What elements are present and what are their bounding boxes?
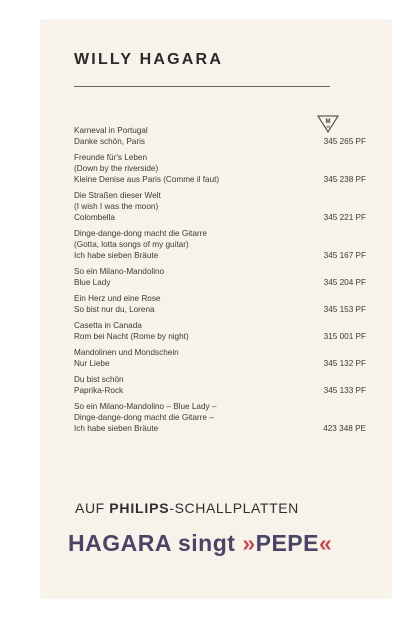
headline-name: HAGARA singt — [68, 530, 243, 556]
song-titles — [74, 320, 294, 342]
song-title: Ich habe sieben Bräute — [74, 251, 159, 260]
song-title: Colombella — [74, 213, 115, 222]
song-title: Ich habe sieben Bräute — [74, 424, 159, 433]
catalog-number: 345 265 PF — [323, 137, 366, 146]
catalog-number: 345 167 PF — [323, 251, 366, 260]
song-title: (I wish I was the moon) — [74, 202, 159, 211]
logo-number: 45 — [325, 124, 331, 129]
label-brand: PHILIPS — [109, 500, 170, 516]
song-title: So bist nur du, Lorena — [74, 305, 155, 314]
catalog-number: 345 132 PF — [323, 359, 366, 368]
catalog-number: 345 238 PF — [323, 175, 366, 184]
list-item — [74, 266, 366, 288]
divider-rule — [74, 86, 330, 87]
song-title: So ein Milano-Mandolino — [74, 267, 165, 276]
label-suffix: -SCHALLPLATTEN — [169, 500, 299, 516]
catalog-number: 315 001 PF — [323, 332, 366, 341]
catalog-number: 345 221 PF — [323, 213, 366, 222]
song-title: Freunde für's Leben — [74, 153, 148, 162]
logo-letter: M — [325, 119, 331, 125]
song-title: Nur Liebe — [74, 359, 110, 368]
list-item — [74, 347, 366, 369]
song-title: Dinge-dange-dong macht die Gitarre – — [74, 413, 214, 422]
headline-title: PEPE — [255, 530, 319, 556]
list-item — [74, 190, 366, 223]
list-item — [74, 320, 366, 342]
song-titles — [74, 293, 294, 315]
song-titles — [74, 374, 294, 396]
song-title: Blue Lady — [74, 278, 111, 287]
song-title: Du bist schön — [74, 375, 124, 384]
headline-open-quote: » — [242, 530, 256, 556]
artist-name: WILLY HAGARA — [74, 51, 224, 68]
song-titles — [74, 190, 294, 223]
song-titles — [74, 152, 294, 185]
headline-close-quote: « — [318, 530, 333, 556]
song-title: Ein Herz und eine Rose — [74, 294, 161, 303]
song-title: Rom bei Nacht (Rome by night) — [74, 332, 189, 341]
song-title: Mandolinen und Mondschein — [74, 348, 179, 357]
catalog-number: 345 153 PF — [323, 305, 366, 314]
song-title: Paprika-Rock — [74, 386, 124, 395]
label-prefix: AUF — [75, 500, 110, 516]
list-item — [74, 228, 366, 261]
song-title: Casetta in Canada — [74, 321, 142, 330]
catalog-number: 423 348 PE — [323, 424, 366, 433]
label-line — [75, 500, 299, 516]
list-item — [74, 125, 366, 147]
list-item — [74, 374, 366, 396]
song-titles — [74, 125, 294, 147]
record-card — [41, 20, 391, 598]
song-titles — [74, 266, 294, 288]
song-titles — [74, 401, 294, 434]
song-titles — [74, 228, 294, 261]
song-title: (Down by the riverside) — [74, 164, 159, 173]
catalog-number: 345 133 PF — [323, 386, 366, 395]
list-item — [74, 293, 366, 315]
headline — [68, 530, 332, 557]
list-item — [74, 152, 366, 185]
record-list — [74, 125, 366, 439]
song-titles — [74, 347, 294, 369]
song-title: Karneval in Portugal — [74, 126, 148, 135]
song-title: Dinge-dange-dong macht die Gitarre — [74, 229, 207, 238]
list-item — [74, 401, 366, 434]
song-title: (Gotta, lotta songs of my guitar) — [74, 240, 189, 249]
catalog-number: 345 204 PF — [323, 278, 366, 287]
song-title: Kleine Denise aus Paris (Comme il faut) — [74, 175, 220, 184]
song-title: Die Straßen dieser Welt — [74, 191, 161, 200]
song-title: So ein Milano-Mandolino – Blue Lady – — [74, 402, 217, 411]
song-title: Danke schön, Paris — [74, 137, 145, 146]
